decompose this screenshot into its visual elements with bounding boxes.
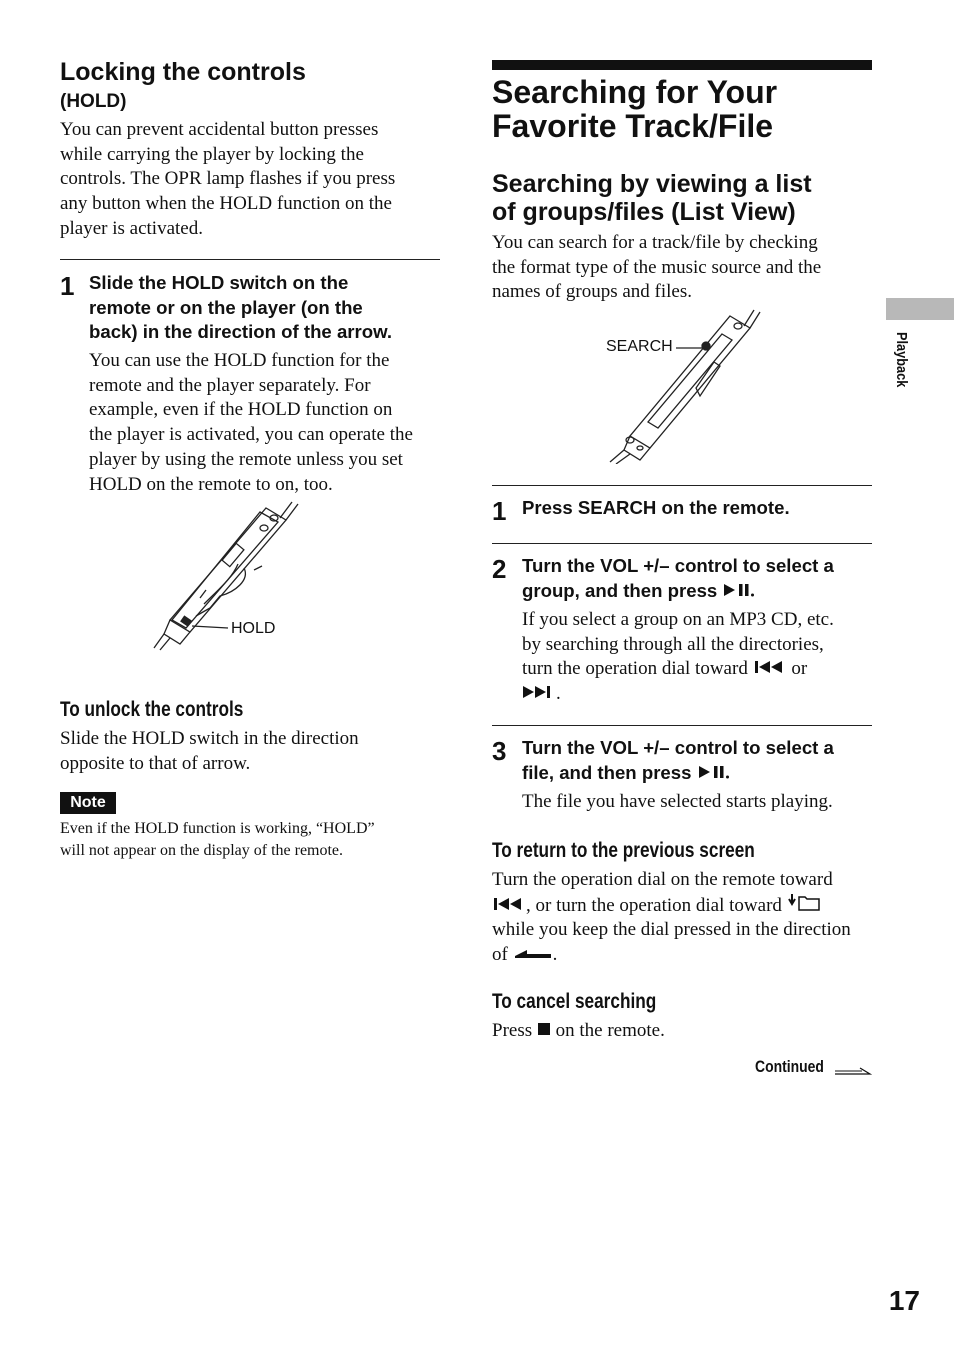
- left-subtitle: (HOLD): [60, 91, 127, 112]
- continued-arrow-icon: [834, 1066, 872, 1076]
- text-line: Turn the operation dial on the remote toward: [492, 869, 833, 890]
- remote-search-illustration: [600, 308, 770, 464]
- side-tab-bar: [886, 298, 954, 320]
- text-line: the player is activated, you can operate the: [89, 424, 413, 446]
- text-line: You can search for a track/file by checking: [492, 232, 818, 253]
- cancel-heading: To cancel searching: [492, 990, 657, 1013]
- text-line: while carrying the player by locking the: [60, 143, 364, 165]
- text-line: opposite to that of arrow.: [60, 752, 251, 774]
- next-track-icon: [522, 685, 556, 699]
- text-line: player by using the remote unless you set: [89, 448, 403, 470]
- play-pause-icon: [722, 583, 754, 597]
- figure-label-hold: HOLD: [231, 620, 276, 637]
- text-line: Slide the HOLD switch in the direction: [60, 728, 359, 749]
- text-line: If you select a group on an MP3 CD, etc.: [522, 609, 834, 630]
- stop-icon: [537, 1022, 551, 1036]
- step-number: 3: [492, 736, 507, 766]
- divider: [60, 259, 440, 260]
- text-line: Turn the VOL +/– control to select a: [522, 555, 834, 576]
- text-span: Press: [492, 1020, 533, 1041]
- text-line: [522, 579, 872, 604]
- period: .: [556, 683, 561, 705]
- text-span: turn the operation dial toward: [522, 658, 748, 680]
- left-title: Locking the controls: [60, 58, 306, 86]
- text-span: group, and then press: [522, 579, 718, 601]
- text-line: player is activated.: [60, 217, 203, 239]
- down-arrow-folder-icon: [787, 893, 821, 911]
- step-heading: [522, 554, 872, 603]
- text-line: by searching through all the directories,: [522, 633, 824, 655]
- step-body: [89, 349, 449, 497]
- previous-track-icon: [492, 897, 526, 911]
- text-span: file, and then press: [522, 761, 692, 783]
- text-line: Turn the VOL +/– control to select a: [522, 737, 834, 758]
- side-tab-label-wrap: [888, 332, 912, 412]
- text-line: will not appear on the display of the remote.: [60, 842, 344, 859]
- text-line: back) in the direction of the arrow.: [89, 321, 393, 342]
- note-body: [60, 818, 450, 862]
- divider: [492, 543, 872, 544]
- text-line: Slide the HOLD switch on the: [89, 272, 349, 293]
- title-line: Searching for Your: [492, 74, 778, 110]
- text-line: [492, 943, 882, 968]
- text-line: [522, 657, 872, 682]
- page-title: [492, 75, 777, 143]
- return-body: [492, 868, 882, 968]
- text-line: [492, 893, 882, 919]
- step-heading: [522, 736, 872, 785]
- text-span: , or turn the operation dial toward: [526, 894, 782, 916]
- side-tab-label: Playback: [893, 332, 910, 388]
- period: .: [552, 944, 558, 966]
- title-line: Favorite Track/File: [492, 108, 774, 144]
- divider: [492, 485, 872, 486]
- figure-label-search: SEARCH: [606, 338, 673, 355]
- text-span: on the remote.: [555, 1020, 665, 1041]
- text-line: You can prevent accidental button presses: [60, 119, 379, 140]
- return-heading: To return to the previous screen: [492, 839, 755, 862]
- previous-track-icon: [753, 660, 787, 674]
- text-line: [522, 761, 872, 786]
- step-body: [522, 608, 872, 707]
- page-number: 17: [888, 1285, 920, 1316]
- right-intro: [492, 231, 872, 305]
- text-line: remote or on the player (on the: [89, 296, 363, 318]
- remote-hold-illustration: [140, 500, 320, 652]
- step-number: 1: [492, 496, 507, 526]
- text-line: HOLD on the remote to on, too.: [89, 473, 333, 495]
- unlock-body: [60, 727, 450, 776]
- text-line: You can use the HOLD function for the: [89, 350, 390, 371]
- note-badge: Note: [60, 792, 116, 814]
- step-number: 2: [492, 554, 507, 584]
- text-line: any button when the HOLD function on the: [60, 193, 392, 215]
- text-line: [522, 682, 872, 707]
- heading-line: Searching by viewing a list: [492, 170, 812, 198]
- play-pause-icon: [697, 765, 729, 779]
- text-line: while you keep the dial pressed in the direction: [492, 919, 851, 941]
- text-line: controls. The OPR lamp flashes if you press: [60, 168, 396, 190]
- step-number: 1: [60, 271, 75, 301]
- cancel-body: [492, 1019, 882, 1044]
- step-heading: [89, 271, 449, 345]
- left-arrow-icon: [513, 948, 553, 960]
- text-line: example, even if the HOLD function on: [89, 399, 393, 421]
- divider: [492, 725, 872, 726]
- left-intro: [60, 118, 450, 242]
- text-span: of: [492, 944, 508, 966]
- text-span: or: [791, 658, 808, 680]
- unlock-heading: To unlock the controls: [60, 698, 244, 721]
- step-body: The file you have selected starts playing.: [522, 791, 833, 812]
- text-line: Even if the HOLD function is working, “HOLD”: [60, 820, 375, 837]
- step-heading: Press SEARCH on the remote.: [522, 497, 790, 518]
- text-line: names of groups and files.: [492, 281, 692, 303]
- title-bar: [492, 60, 872, 70]
- text-line: remote and the player separately. For: [89, 374, 371, 396]
- text-line: the format type of the music source and the: [492, 256, 822, 278]
- section-heading: [492, 170, 812, 226]
- continued-label: Continued: [755, 1057, 824, 1076]
- heading-line: of groups/files (List View): [492, 198, 796, 226]
